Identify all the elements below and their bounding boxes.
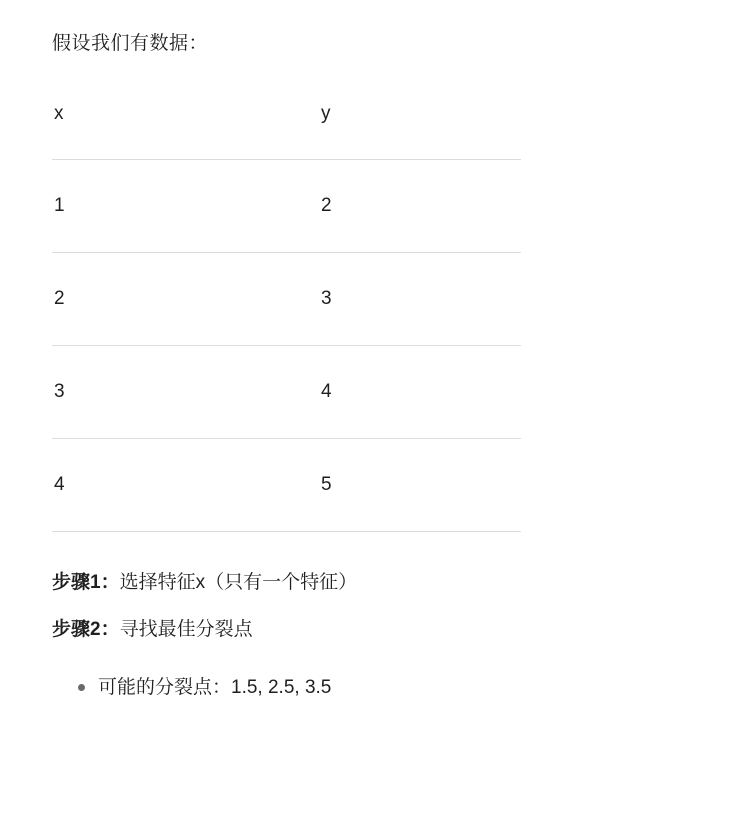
cell-x: 2 (52, 252, 319, 345)
step-text-2: 寻找最佳分裂点 (119, 618, 253, 640)
table-body (52, 159, 521, 531)
step-text-1: 选择特征x（只有一个特征） (119, 571, 358, 593)
cell-y: 4 (319, 345, 521, 438)
cell-x: 4 (52, 438, 319, 531)
cell-y: 2 (319, 159, 521, 252)
table-header-row (52, 103, 521, 160)
table-header (52, 103, 521, 160)
step-line-1 (52, 568, 700, 597)
table-row (52, 345, 521, 438)
table-row (52, 438, 521, 531)
cell-x: 3 (52, 345, 319, 438)
data-table (52, 103, 521, 532)
cell-y: 5 (319, 438, 521, 531)
steps-section (52, 568, 700, 645)
step-line-2 (52, 615, 700, 644)
table-row (52, 252, 521, 345)
bullet-list (52, 674, 700, 703)
list-item: 可能的分裂点：1.5, 2.5, 3.5 (78, 674, 700, 703)
step-label-2: 步骤2： (52, 618, 120, 640)
step-label-1: 步骤1： (52, 571, 120, 593)
intro-paragraph: 假设我们有数据： (52, 33, 209, 54)
cell-x: 1 (52, 159, 319, 252)
column-header-x: x (52, 103, 319, 160)
table-row (52, 159, 521, 252)
column-header-y: y (319, 103, 521, 160)
cell-y: 3 (319, 252, 521, 345)
